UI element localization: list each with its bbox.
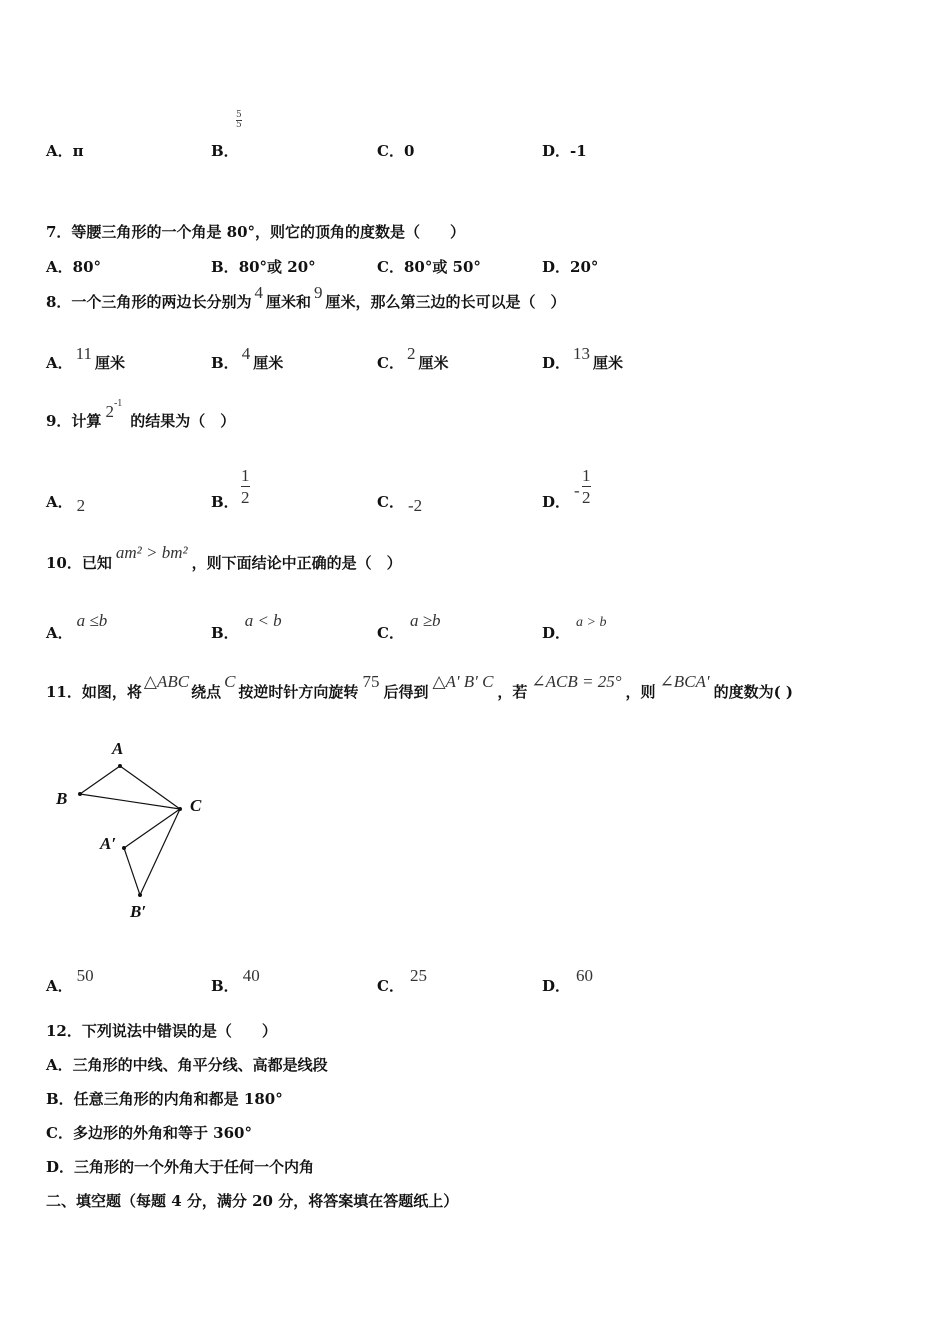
q12-option-c: C．多边形的外角和等于 360°	[46, 1124, 252, 1142]
q9-option-b: B．	[211, 493, 239, 511]
q7-option-c: C．80°或 50°	[377, 258, 481, 276]
q8-option-b: B． 4 厘米	[211, 344, 284, 372]
q9-stem: 9．计算 $2^{-1}$的结果为（ ）	[46, 398, 236, 430]
q12-stem: 12．下列说法中错误的是（ ）	[46, 1022, 277, 1040]
q9-option-d-fraction: 1 2	[582, 466, 591, 507]
point-a	[118, 764, 122, 768]
segment-bc	[80, 794, 180, 809]
segment-ac	[120, 766, 180, 809]
label-b: B	[56, 789, 68, 808]
q10-option-c: C．a ≥b	[377, 611, 441, 642]
q7-option-d: D．20°	[542, 258, 599, 276]
q10-option-b: B．a < b	[211, 611, 282, 642]
q6-option-b-fraction: 5 5	[236, 110, 242, 130]
q9-option-d: D．	[542, 493, 571, 511]
q9-option-d-sign: -	[574, 481, 580, 500]
q10-stem: 10．已知am² > bm²，则下面结论中正确的是（ ）	[46, 543, 402, 572]
q7-stem: 7．等腰三角形的一个角是 80°，则它的顶角的度数是（ ）	[46, 223, 466, 241]
segment-b2c	[140, 809, 180, 895]
q12-option-d: D．三角形的一个外角大于任何一个内角	[46, 1158, 315, 1176]
segment-a2b2	[124, 848, 140, 895]
q11-stem: 11．如图，将△ABC绕点C按逆时针方向旋转75后得到△A' B' C，若∠ACB = 25°，则∠BCA'的度数为( )	[46, 672, 793, 701]
q9-option-c: C． -2	[377, 493, 423, 515]
q6-option-c: C．0	[377, 142, 415, 160]
label-a-prime: A′	[100, 834, 117, 853]
label-c: C	[190, 796, 202, 815]
q11-figure	[50, 735, 220, 925]
q9-option-b-fraction: 1 2	[241, 466, 250, 507]
figure-lines	[80, 766, 180, 895]
q6-option-b: B．	[211, 142, 239, 160]
q11-option-a: A．50	[46, 966, 94, 995]
q9-option-a: A． 2	[46, 493, 86, 515]
point-a-prime	[122, 846, 126, 850]
q7-option-a: A．80°	[46, 258, 102, 276]
label-b-prime: B′	[130, 902, 147, 921]
point-b-prime	[138, 893, 142, 897]
label-a: A	[112, 739, 124, 758]
q11-option-c: C．25	[377, 966, 427, 995]
q8-stem: 8．一个三角形的两边长分别为 4 厘米和 9 厘米，那么第三边的长可以是（ ）	[46, 283, 566, 311]
q12-option-b: B．任意三角形的内角和都是 180°	[46, 1090, 283, 1108]
point-c	[178, 807, 182, 811]
segment-a2c	[124, 809, 180, 848]
q12-option-a: A．三角形的中线、角平分线、高都是线段	[46, 1056, 328, 1074]
q11-option-b: B．40	[211, 966, 260, 995]
segment-ab	[80, 766, 120, 794]
q10-option-d: D．a > b	[542, 615, 607, 642]
q10-option-a: A．a ≤b	[46, 611, 108, 642]
q6-option-a: A．π	[46, 142, 84, 160]
q8-option-a: A． 11 厘米	[46, 344, 126, 372]
point-b	[78, 792, 82, 796]
q11-option-d: D．60	[542, 966, 594, 995]
q7-option-b: B．80°或 20°	[211, 258, 316, 276]
q6-option-d: D．-1	[542, 142, 587, 160]
q8-option-d: D． 13 厘米	[542, 344, 624, 372]
q8-option-c: C． 2 厘米	[377, 344, 449, 372]
section-heading-fill-in: 二、填空题（每题 4 分，满分 20 分，将答案填在答题纸上）	[46, 1192, 459, 1210]
